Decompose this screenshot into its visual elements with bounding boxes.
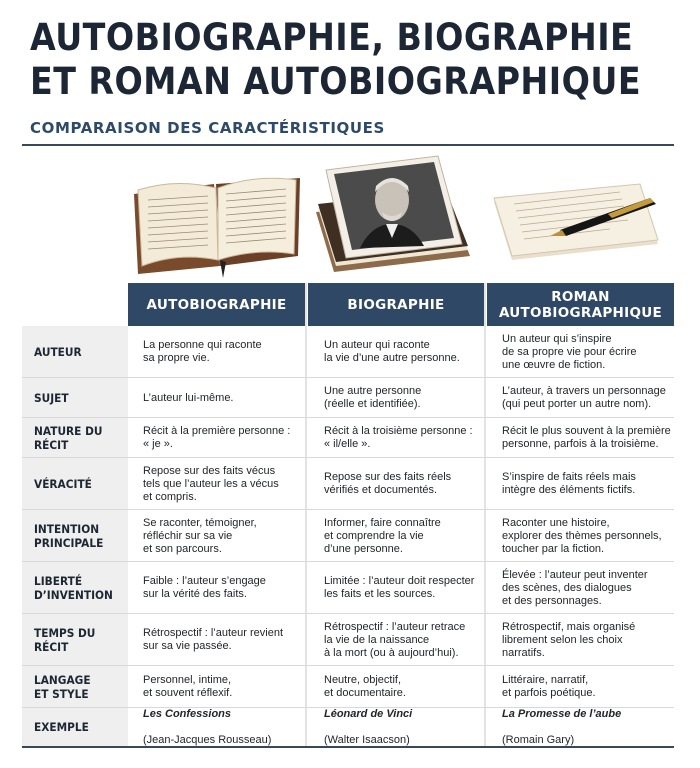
cell-biographie: Une autre personne (réelle et identifiée).	[324, 385, 422, 410]
table-row	[22, 510, 674, 562]
example-title: Léonard de Vinci	[324, 707, 413, 720]
table-row	[22, 418, 674, 458]
row-label: SUJET	[34, 391, 69, 405]
portrait-book-illustration	[312, 152, 472, 282]
cell-autobiographie	[143, 708, 313, 746]
row-label: EXEMPLE	[34, 720, 89, 734]
table-row	[22, 562, 674, 614]
row-label: AUTEUR	[34, 345, 82, 359]
table-row	[22, 378, 674, 418]
manuscript-and-pen-illustration	[490, 160, 670, 270]
top-rule	[22, 144, 674, 146]
cell-autobiographie: La personne qui raconte sa propre vie.	[143, 339, 262, 364]
column-header-biographie: BIOGRAPHIE	[308, 283, 484, 326]
row-label: TEMPS DU RÉCIT	[34, 626, 96, 654]
row-label: NATURE DU RÉCIT	[34, 424, 103, 452]
cell-biographie: Neutre, objectif, et documentaire.	[324, 674, 406, 699]
cell-roman: S’inspire de faits réels mais intègre des éléments fictifs.	[502, 471, 636, 496]
cell-biographie	[324, 708, 494, 746]
cell-autobiographie: Rétrospectif : l’auteur revient sur sa vie passée.	[143, 627, 284, 652]
cell-roman: Raconter une histoire, explorer des thèmes personnels, toucher par la fiction.	[502, 516, 662, 555]
cell-roman: Un auteur qui s’inspire de sa propre vie pour écrire une œuvre de fiction.	[502, 332, 637, 371]
cell-autobiographie: Récit à la première personne : « je ».	[143, 425, 291, 450]
title-line-1: AUTOBIOGRAPHIE, BIOGRAPHIE	[30, 16, 634, 59]
cell-autobiographie: L’auteur lui-même.	[143, 391, 234, 404]
column-header-autobiographie: AUTOBIOGRAPHIE	[128, 283, 305, 326]
table-row	[22, 326, 674, 378]
row-label: INTENTION PRINCIPALE	[34, 522, 104, 550]
example-author: (Walter Isaacson)	[324, 733, 410, 746]
table-row-example	[22, 708, 674, 746]
example-author: (Jean-Jacques Rousseau)	[143, 733, 272, 746]
table-row	[22, 614, 674, 666]
table-row	[22, 458, 674, 510]
cell-biographie: Informer, faire connaître et comprendre la vie d’une personne.	[324, 516, 441, 555]
example-title: La Promesse de l’aube	[502, 707, 622, 720]
page-subtitle: COMPARAISON DES CARACTÉRISTIQUES	[30, 119, 385, 137]
example-author: (Romain Gary)	[502, 733, 575, 746]
cell-autobiographie: Repose sur des faits vécus tels que l’auteur les a vécus et compris.	[143, 464, 279, 503]
column-header-roman-autobiographique: ROMAN AUTOBIOGRAPHIQUE	[487, 283, 674, 326]
cell-biographie: Récit à la troisième personne : « il/elle ».	[324, 425, 473, 450]
cell-biographie: Repose sur des faits réels vérifiés et documentés.	[324, 471, 452, 496]
cell-biographie: Limitée : l’auteur doit respecter les faits et les sources.	[324, 575, 475, 600]
cell-autobiographie: Personnel, intime, et souvent réflexif.	[143, 674, 233, 699]
cell-roman	[502, 708, 682, 746]
row-label: LIBERTÉ D’INVENTION	[34, 574, 113, 602]
page-title	[30, 16, 642, 104]
cell-roman: L’auteur, à travers un personnage (qui peut porter un autre nom).	[502, 385, 666, 410]
cell-roman: Littéraire, narratif, et parfois poétique.	[502, 674, 596, 699]
cell-roman: Élevée : l’auteur peut inventer des scènes, des dialogues et des personnages.	[502, 568, 648, 607]
cell-roman: Récit le plus souvent à la première personne, parfois à la troisième.	[502, 425, 671, 450]
bottom-rule	[22, 746, 674, 748]
cell-biographie: Un auteur qui raconte la vie d’une autre personne.	[324, 339, 460, 364]
row-label: LANGAGE ET STYLE	[34, 673, 91, 701]
example-title: Les Confessions	[143, 707, 232, 720]
cell-autobiographie: Faible : l’auteur s’engage sur la vérité des faits.	[143, 575, 266, 600]
open-book-illustration	[128, 170, 306, 280]
cell-biographie: Rétrospectif : l’auteur retrace la vie de la naissance à la mort (ou à aujourd’hui).	[324, 620, 466, 659]
cell-roman: Rétrospectif, mais organisé librement selon les choix narratifs.	[502, 620, 636, 659]
cell-autobiographie: Se raconter, témoigner, réfléchir sur sa vie et son parcours.	[143, 516, 257, 555]
title-line-2: ET ROMAN AUTOBIOGRAPHIQUE	[30, 60, 642, 103]
row-label: VÉRACITÉ	[34, 477, 92, 491]
